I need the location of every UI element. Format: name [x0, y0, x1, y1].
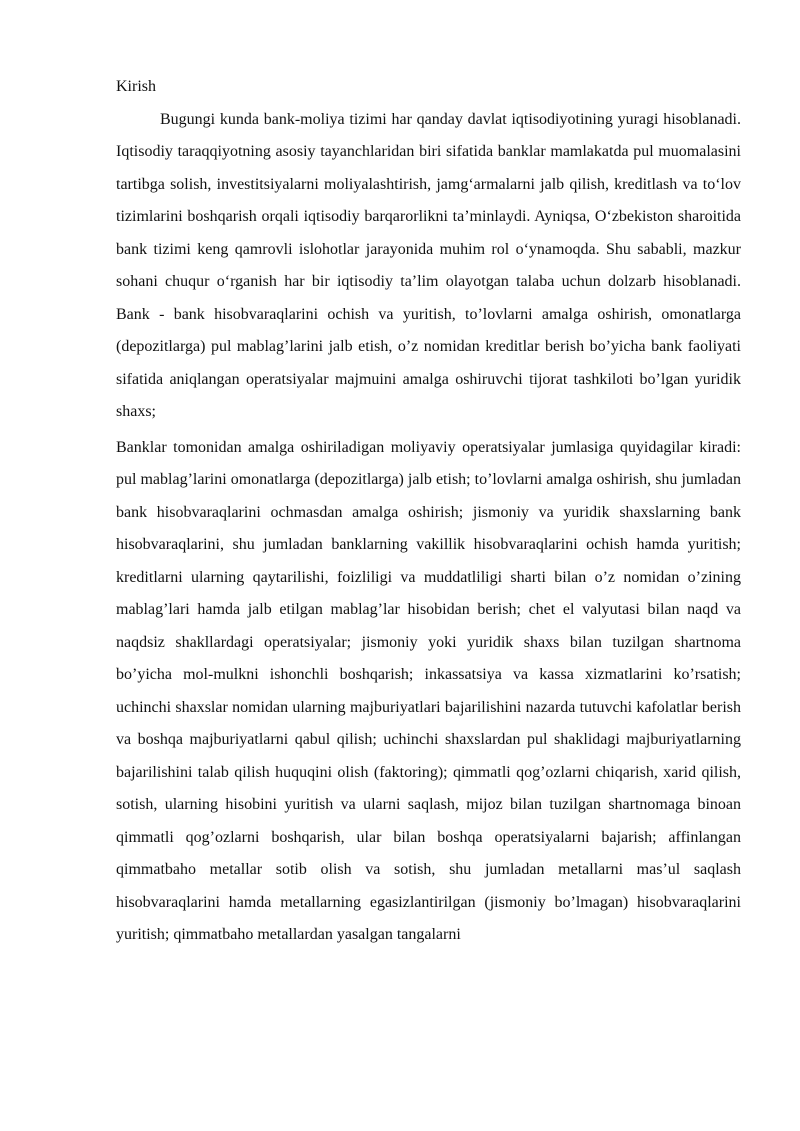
document-body — [116, 71, 741, 952]
paragraph-bank-operations: Banklar tomonidan amalga oshiriladigan moliyaviy operatsiyalar jumlasiga quyidagilar kiradi: pul mablag’larini omonatlarga (depozitlarga) jalb etish; to’lovlarni amalga oshirish, shu jumladan bank hisobvaraqlarini ochmasdan amalga oshirish; jismoniy va yuridik shaxslarning bank hisobvaraqlarini, shu jumladan banklarning vakillik hisobvaraqlarini ochish hamda yuritish; kreditlarni ularning qaytarilishi, foizliligi va muddatliligi sharti bilan o’z nomidan o’zining mablag’lari hamda jalb etilgan mablag’lar hisobidan berish; chet el valyutasi bilan naqd va naqdsiz shakllardagi operatsiyalar; jismoniy yoki yuridik shaxs bilan tuzilgan shartnoma bo’yicha mol-mulkni ishonchli boshqarish; inkassatsiya va kassa xizmatlarini ko’rsatish; uchinchi shaxslar nomidan ularning majburiyatlari bajarilishini nazarda tutuvchi kafolatlar berish va boshqa majburiyatlarni qabul qilish; uchinchi shaxslardan pul shaklidagi majburiyatlarning bajarilishini talab qilish huquqini olish (faktoring); qimmatli qog’ozlarni chiqarish, xarid qilish, sotish, ularning hisobini yuritish va ularni saqlash, mijoz bilan tuzilgan shartnomaga binoan qimmatli qog’ozlarni boshqarish, ular bilan boshqa operatsiyalarni bajarish; affinlangan qimmatbaho metallar sotib olish va sotish, shu jumladan metallarni mas’ul saqlash hisobvaraqlarini hamda metallarning egasizlantirilgan (jismoniy bo’lmagan) hisobvaraqlarini yuritish; qimmatbaho metallardan yasalgan tangalarni — [116, 438, 741, 943]
paragraph-introduction: Bugungi kunda bank-moliya tizimi har qanday davlat iqtisodiyotining yuragi hisoblanadi. Iqtisodiy taraqqiyotning asosiy tayanchlaridan biri sifatida banklar mamlakatda pul muomalasini tartibga solish, investitsiyalarni moliyalashtirish, jamg‘armalarni jalb qilish, kreditlash va to‘lov tizimlarini boshqarish orqali iqtisodiy barqarorlikni ta’minlaydi. Ayniqsa, O‘zbekiston sharoitida bank tizimi keng qamrovli islohotlar jarayonida muhim rol o‘ynamoqda. Shu sababli, mazkur sohani chuqur o‘rganish har bir iqtisodiy ta’lim olayotgan talaba uchun dolzarb hisoblanadi. Bank - bank hisobvaraqlarini ochish va yuritish, to’lovlarni amalga oshirish, omonatlarga (depozitlarga) pul mablag’larini jalb etish, o’z nomidan kreditlar berish bo’yicha bank faoliyati sifatida aniqlangan operatsiyalar majmuini amalga oshiruvchi tijorat tashkiloti bo’lgan yuridik shaxs; — [116, 110, 741, 420]
section-heading: Kirish — [116, 78, 156, 95]
